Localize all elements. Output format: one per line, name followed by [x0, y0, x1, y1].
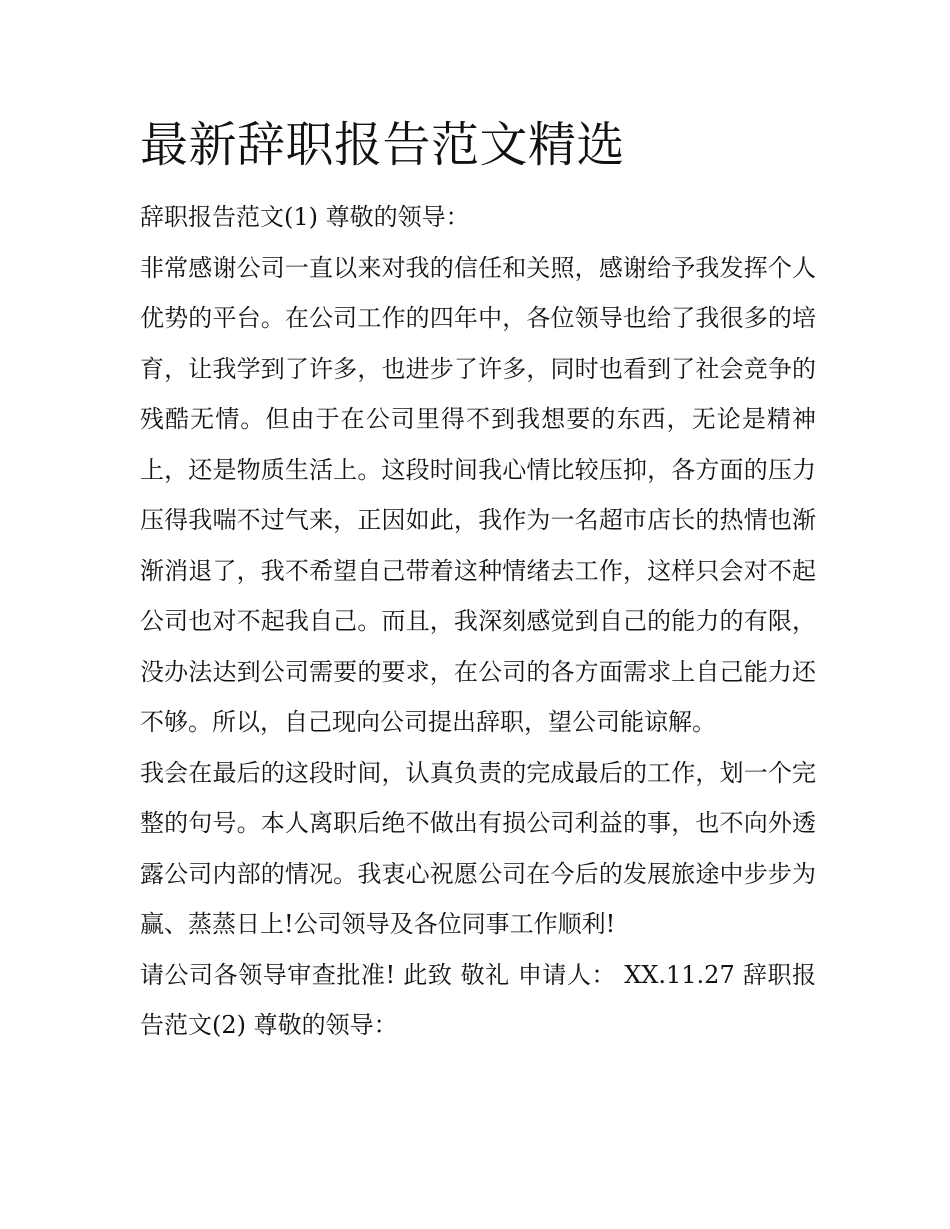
document-title: 最新辞职报告范文精选: [140, 117, 626, 173]
document-page: [140, 112, 816, 1051]
paragraph-salutation: 辞职报告范文(1) 尊敬的领导：: [140, 203, 470, 231]
paragraph-closing: 请公司各领导审查批准! 此致 敬礼 申请人： XX.11.27 辞职报告范文(2) 尊敬的领导：: [140, 960, 816, 1039]
paragraph-body-2: 我会在最后的这段时间，认真负责的完成最后的工作，划一个完整的句号。本人离职后绝不做出有损公司利益的事，也不向外透露公司内部的情况。我衷心祝愿公司在今后的发展旅途中步步为赢、蒸蒸日上!公司领导及各位同事工作顺利!: [140, 758, 816, 938]
paragraph-body-1: 非常感谢公司一直以来对我的信任和关照，感谢给予我发挥个人优势的平台。在公司工作的四年中，各位领导也给了我很多的培育，让我学到了许多，也进步了许多，同时也看到了社会竞争的残酷无情。但由于在公司里得不到我想要的东西，无论是精神上，还是物质生活上。这段时间我心情比较压抑，各方面的压力压得我喘不过气来，正因如此，我作为一名超市店长的热情也渐渐消退了，我不希望自己带着这种情绪去工作，这样只会对不起公司也对不起我自己。而且，我深刻感觉到自己的能力的有限，没办法达到公司需要的要求，在公司的各方面需求上自己能力还不够。所以，自己现向公司提出辞职，望公司能谅解。: [140, 253, 816, 736]
